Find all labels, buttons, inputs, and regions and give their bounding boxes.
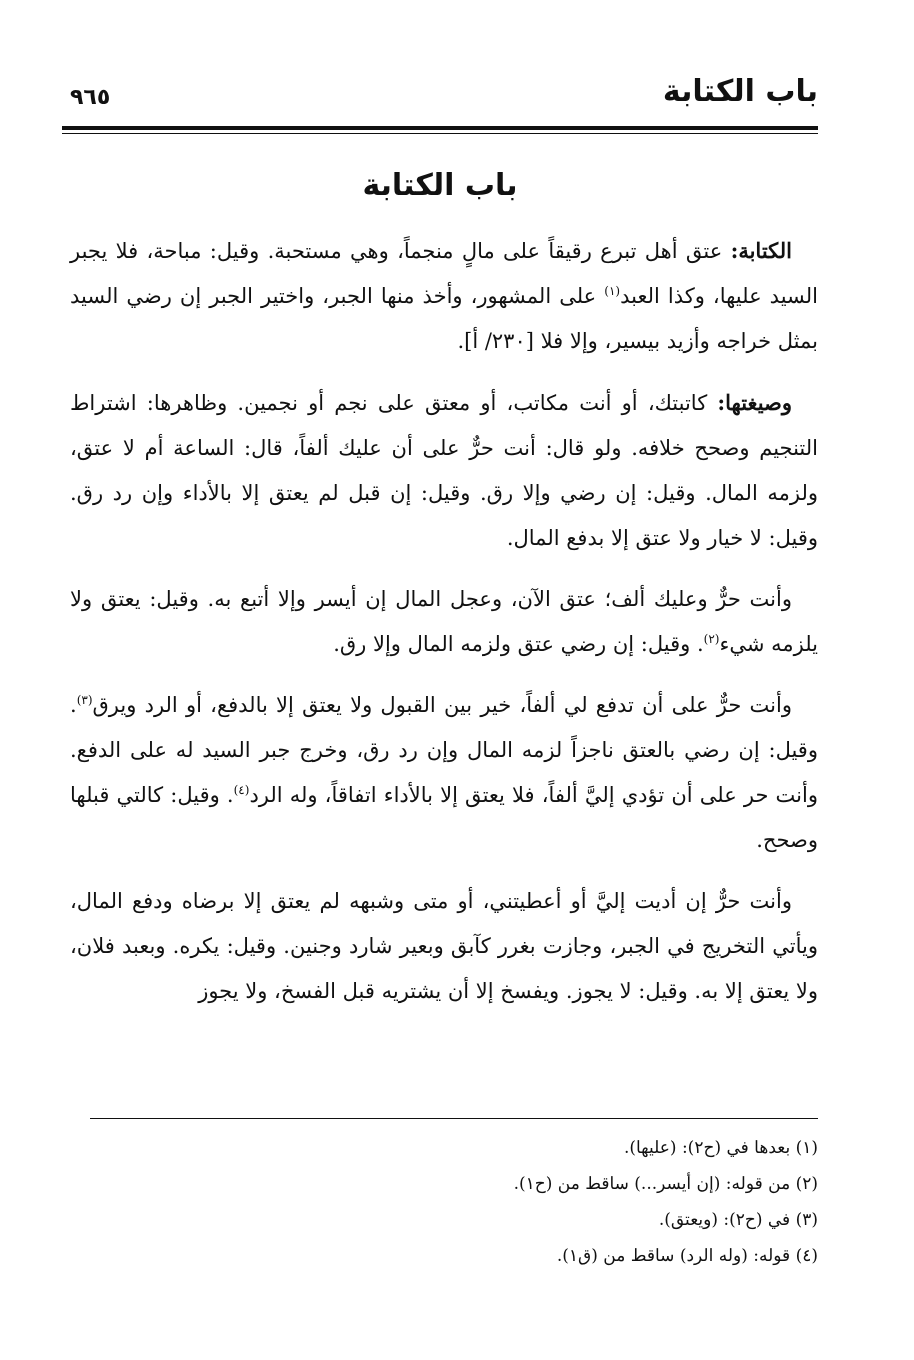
paragraph-text: وأنت حرٌّ على أن تدفع لي ألفاً، خير بين القبول ولا يعتق إلا بالدفع، أو الرد ويرق xyxy=(92,693,792,717)
paragraph-3 xyxy=(70,577,818,667)
paragraph-text: . وقيل: إن رضي عتق ولزمه المال وإلا رق. xyxy=(333,632,704,656)
header-rule-thin xyxy=(62,133,818,134)
paragraph-text: على المشهور، وأخذ منها الجبر، واختير الجبر إن رضي السيد بمثل خراجه وأزيد بيسير، وإلا فلا [٢٣٠/ أ]. xyxy=(70,284,818,353)
footnote-4: (٤) قوله: (وله الرد) ساقط من (ق١). xyxy=(556,1246,818,1266)
footnotes xyxy=(70,1130,818,1274)
running-header xyxy=(62,72,818,122)
paragraph-2 xyxy=(70,380,818,561)
chapter-title: باب الكتابة xyxy=(362,168,518,203)
footnote-1: (١) بعدها في (ح٢): (عليها). xyxy=(623,1138,818,1158)
footnote-3: (٣) في (ح٢): (ويعتق). xyxy=(658,1210,818,1230)
paragraph-1 xyxy=(70,228,818,364)
page-number: ٩٦٥ xyxy=(70,85,111,110)
paragraph-lead: وصيغتها: xyxy=(717,390,792,415)
footnote-2: (٢) من قوله: (إن أيسر...) ساقط من (ح١). xyxy=(513,1174,818,1194)
footnote-ref-4: (٤) xyxy=(233,783,250,797)
footnote-ref-3: (٣) xyxy=(76,693,93,707)
paragraph-text: وأنت حرٌّ إن أديت إليَّ أو أعطيتني، أو متى وشبهه لم يعتق إلا برضاه ودفع المال، ويأتي التخريج في الجبر، وجازت بغرر كآبق وبعير شارد وجنين. وقيل: يكره. وبعبد فلان، ولا يعتق إلا به. وقيل: لا يجوز. ويفسخ إلا أن يشتريه قبل الفسخ، ولا يجوز xyxy=(70,889,818,1003)
paragraph-text: . وقيل: كالتي قبلها وصحح. xyxy=(70,783,818,852)
footnote-separator xyxy=(90,1118,818,1119)
paragraph-text: عتق أهل تبرع رقيقاً على مالٍ منجماً، وهي مستحبة. وقيل: مباحة، فلا يجبر السيد عليها، وكذا العبد xyxy=(70,239,818,308)
paragraph-5 xyxy=(70,879,818,1014)
paragraph-text: كاتبتك، أو أنت مكاتب، أو معتق على نجم أو نجمين. وظاهرها: اشتراط التنجيم وصحح خلافه. ولو قال: أنت حرٌّ على أن عليك ألفاً، قال: الساعة أم لا عتق، ولزمه المال. وقيل: إن رضي وإلا رق. وقيل: إن قبل لم يعتق إلا بالأداء وإن رد رق. وقيل: لا خيار ولا عتق إلا بدفع المال. xyxy=(70,391,818,550)
running-title: باب الكتابة xyxy=(662,74,818,109)
main-text xyxy=(70,228,818,1030)
header-rule-thick xyxy=(62,126,818,130)
paragraph-text: . وقيل: إن رضي بالعتق ناجزاً لزمه المال وإن رد رق، وخرج جبر السيد له على الدفع. وأنت حر على أن تؤدي إليَّ ألفاً، فلا يعتق إلا بالأداء اتفاقاً، وله الرد xyxy=(70,693,818,807)
paragraph-text: وأنت حرٌّ وعليك ألف؛ عتق الآن، وعجل المال إن أيسر وإلا أتبع به. وقيل: يعتق ولا يلزمه شيء xyxy=(70,587,818,656)
paragraph-lead: الكتابة: xyxy=(730,238,792,263)
footnote-ref-1: (١) xyxy=(604,284,621,298)
footnote-ref-2: (٢) xyxy=(703,632,720,646)
paragraph-4 xyxy=(70,683,818,863)
